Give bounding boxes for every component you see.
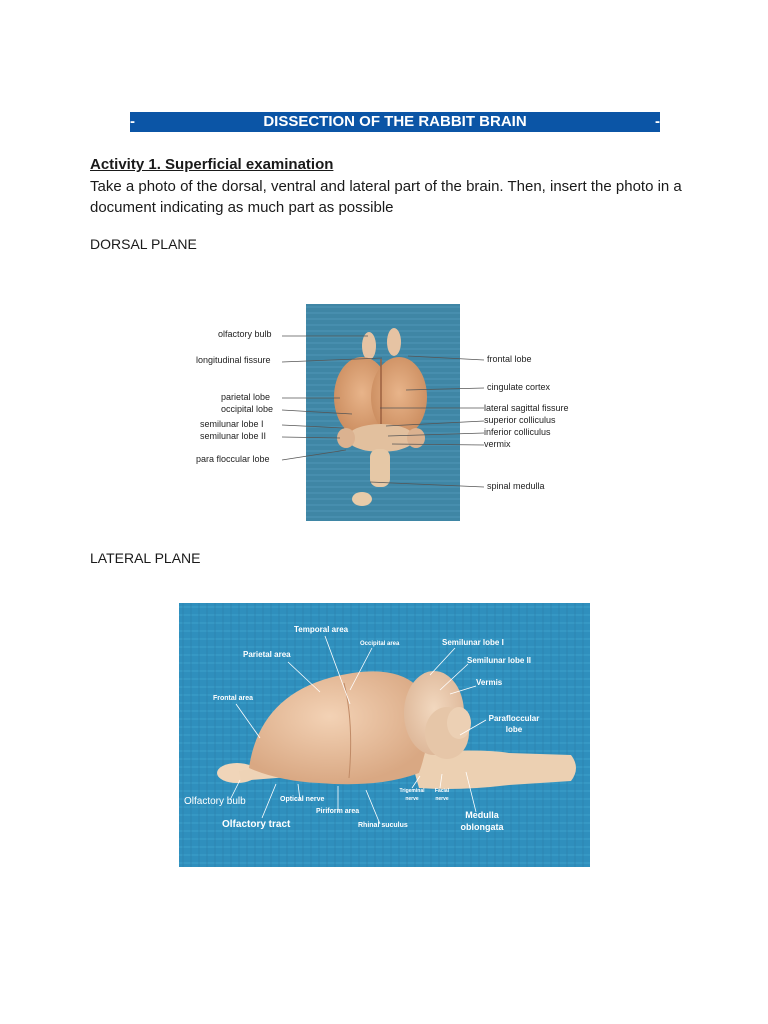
label-occipital-area: Occipital area (360, 641, 400, 647)
banner-left-dash: - (130, 113, 135, 130)
label-rhinal-suculus: Rhinal suculus (358, 822, 408, 829)
label-cingulate-cortex: cingulate cortex (487, 382, 551, 392)
label-longitudinal-fissure: longitudinal fissure (196, 355, 271, 365)
label-olfactory-bulb: olfactory bulb (218, 329, 272, 339)
label-facial-nerve: Facial nerve (434, 788, 450, 802)
label-para-floccular-lobe: para floccular lobe (196, 454, 270, 464)
activity-heading: Activity 1. Superficial examination (90, 156, 334, 173)
label-trigeminal-nerve: Trigeminal nerve (399, 788, 425, 802)
label-parietal-lobe: parietal lobe (221, 392, 271, 402)
label-temporal-area: Temporal area (294, 625, 349, 634)
label-parietal-area: Parietal area (243, 650, 291, 659)
label-occipital-lobe: occipital lobe (221, 404, 274, 414)
label-semilunar-lobe-2: semilunar lobe II (200, 431, 267, 441)
label-frontal-lobe: frontal lobe (487, 354, 532, 364)
label-semilunar-lobe-2-lateral: Semilunar lobe II (467, 656, 532, 665)
label-vermix: vermix (484, 439, 511, 449)
label-medulla-oblongata: Medulla oblongata (460, 810, 504, 832)
label-frontal-area: Frontal area (213, 695, 254, 702)
label-vermis: Vermis (476, 678, 503, 687)
label-semilunar-lobe-1: semilunar lobe I (200, 419, 264, 429)
label-optical-nerve: Optical nerve (280, 796, 325, 803)
label-inferior-colliculus: inferior colliculus (484, 427, 551, 437)
banner-right-dash: - (655, 113, 660, 130)
label-olfactory-bulb-lateral: Olfactory bulb (184, 796, 246, 807)
dorsal-plane-label: DORSAL PLANE (90, 236, 197, 252)
label-spinal-medulla: spinal medulla (487, 481, 545, 491)
document-title: DISSECTION OF THE RABBIT BRAIN (263, 113, 527, 130)
activity-instructions: Take a photo of the dorsal, ventral and lateral part of the brain. Then, insert the photo in a document indicating as much part as possible (90, 178, 682, 216)
lateral-plane-label: LATERAL PLANE (90, 550, 201, 566)
label-superior-colliculus: superior colliculus (484, 415, 556, 425)
label-parafloccular-lobe: Parafloccular lobe (488, 714, 540, 734)
label-olfactory-tract: Olfactory tract (222, 819, 291, 830)
label-piriform-area: Piriform area (316, 808, 360, 815)
label-lateral-sagittal-fissure: lateral sagittal fissure (484, 403, 569, 413)
label-semilunar-lobe-1-lateral: Semilunar lobe I (442, 638, 504, 647)
